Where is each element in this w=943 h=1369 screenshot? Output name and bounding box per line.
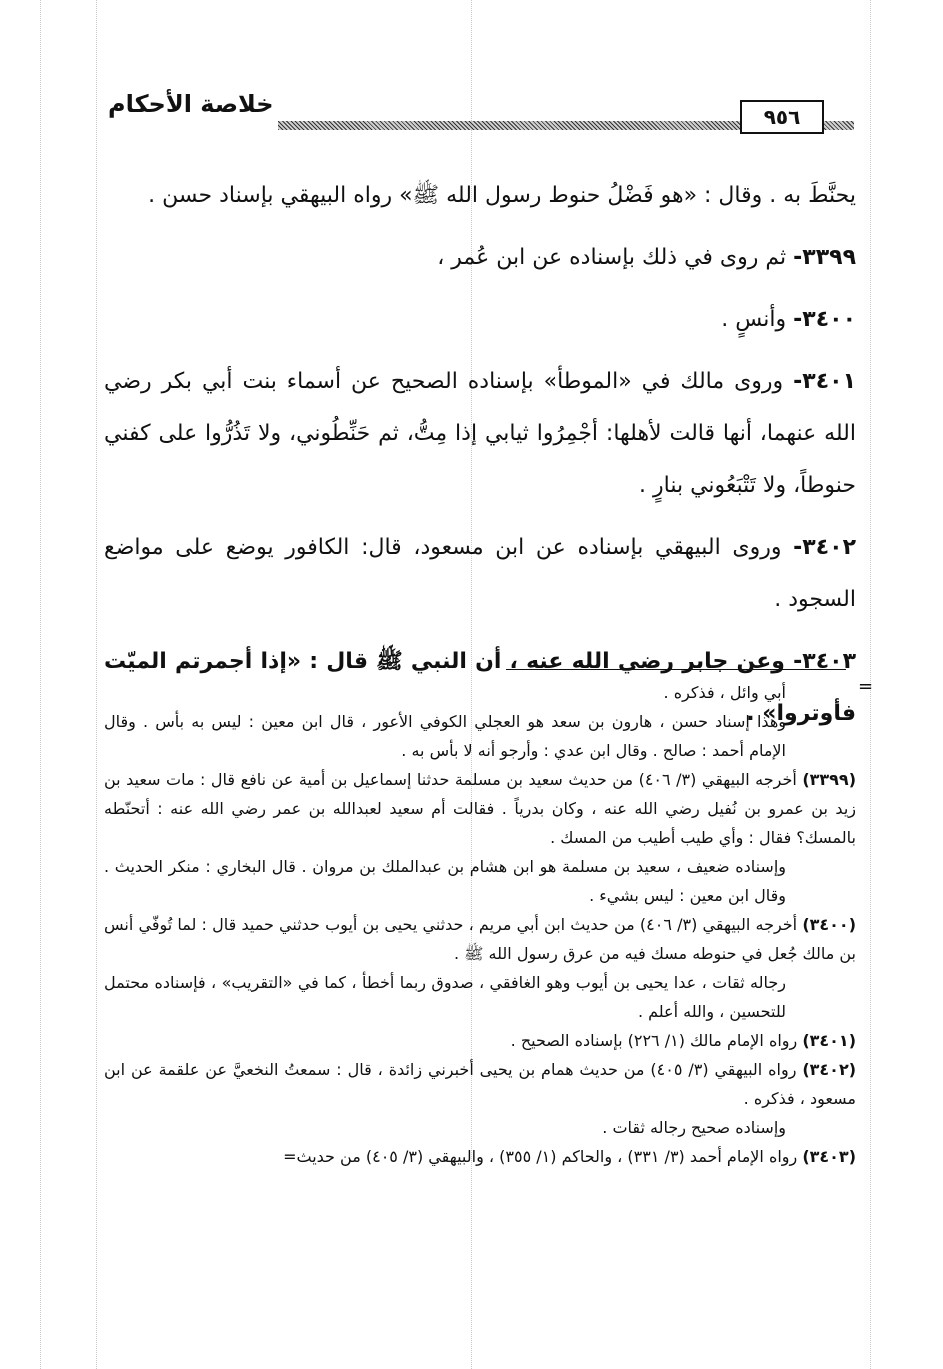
hadith-text: وروى مالك في «الموطأ» بإسناده الصحيح عن أسماء بنت أبي بكر رضي الله عنهما، أنها قالت لأهلها: أجْمِرُوا ثيابي إذا مِتُّ، ثم حَنِّطُوني، ولا تَذُرُّوا على كفني حنوطاً، ولا تَتْبَعُوني بنارٍ .	[104, 369, 856, 498]
continuation-mark: =	[858, 676, 874, 697]
footnote-text: رواه البيهقي (٣/ ٤٠٥) من حديث همام بن يحيى أخبرني زائدة ، قال : سمعتُ النخعيَّ عن علقمة عن ابن مسعود ، فذكره .	[104, 1060, 856, 1108]
footnote-line: أبي وائل ، فذكره .	[663, 683, 786, 702]
page-number: ٩٥٦	[740, 100, 824, 134]
hadith-3400	[104, 294, 856, 346]
hadith-number: ٣٤٠١-	[793, 369, 856, 394]
footnote-text: رواه الإمام مالك (١/ ٢٢٦) بإسناده الصحيح .	[510, 1031, 803, 1050]
hadith-text: وروى البيهقي بإسناده عن ابن مسعود، قال: الكافور يوضع على مواضع السجود .	[104, 535, 856, 612]
footnote-text: أخرجه البيهقي (٣/ ٤٠٦) من حديث ابن أبي مريم ، حدثني يحيى بن أيوب حدثني حميد قال : لما تُوفّي أنس بن مالك جُعل في حنوطه مسك فيه من عرق رسول الله ﷺ .	[104, 915, 856, 963]
footnote-line: وإسناده صحيح رجاله ثقات .	[602, 1118, 786, 1137]
footnote-number: (٣٤٠٢)	[802, 1060, 857, 1079]
hadith-text: وعن جابر رضي الله عنه ، أن النبي ﷺ قال : «إذا أجمرتم الميّت فأوتروا» .	[104, 649, 856, 726]
footnote-number: (٣٤٠٣)	[802, 1147, 856, 1166]
hadith-text: وأنسٍ .	[721, 307, 794, 332]
footnote-text: رواه الإمام أحمد (٣/ ٣٣١) ، والحاكم (١/ ٣٥٥) ، والبيهقي (٣/ ٤٠٥) من حديث=	[283, 1147, 803, 1166]
footnote-line: وهذا إسناد حسن ، هارون بن سعد هو العجلي الكوفي الأعور ، قال ابن معين : ليس به بأس . وقال الإمام أحمد : صالح . وقال ابن عدي : وأرجو أنه لا بأس به .	[104, 712, 786, 760]
footnote-line: وإسناده ضعيف ، سعيد بن مسلمة هو ابن هشام بن عبدالملك بن مروان . قال البخاري : منكر الحديث . وقال ابن معين : ليس بشيء .	[104, 857, 786, 905]
hadith-number: ٣٤٠٠-	[793, 307, 856, 332]
footnote-3400	[104, 910, 856, 968]
footnote-text: أخرجه البيهقي (٣/ ٤٠٦) من حديث سعيد بن مسلمة حدثنا إسماعيل بن أمية عن نافع قال : مات سعيد بن زيد بن عمرو بن نُفيل رضي الله عنه ، وكان بدرياً . فقالت أم سعيد لعبدالله بن عمر رضي الله عنه : أتحنّطه بالمسك؟ فقال : وأي طيب أطيب من المسك .	[104, 770, 856, 847]
footnote-3403	[104, 1142, 856, 1171]
hadith-text: ثم روى في ذلك بإسناده عن ابن عُمر ،	[437, 245, 794, 270]
main-text	[104, 170, 856, 750]
footnote-line: رجاله ثقات ، عدا يحيى بن أيوب وهو الغافقي ، صدوق ربما أخطأ ، كما في «التقريب» ، فإسناده محتمل للتحسين ، والله أعلم .	[104, 973, 786, 1021]
running-title: خلاصة الأحكام	[108, 90, 274, 118]
page-header	[108, 88, 854, 138]
hadith-number: ٣٣٩٩-	[793, 245, 856, 270]
footnote-number: (٣٤٠٠)	[802, 915, 856, 934]
footnote-3402	[104, 1055, 856, 1113]
hadith-3401	[104, 356, 856, 512]
hadith-3402	[104, 522, 856, 626]
margin-guide	[40, 0, 41, 1369]
margin-guide	[96, 0, 97, 1369]
hadith-number: ٣٤٠٣-	[793, 649, 856, 674]
hadith-3399	[104, 232, 856, 284]
footnote-3399	[104, 765, 856, 852]
footnote-number: (٣٤٠١)	[802, 1031, 856, 1050]
footnote-3401	[104, 1026, 856, 1055]
footnote-number: (٣٣٩٩)	[802, 770, 856, 789]
hadith-number: ٣٤٠٢-	[793, 535, 856, 560]
paragraph: يحنَّطَ به . وقال : «هو فَضْلُ حنوط رسول الله ﷺ» رواه البيهقي بإسناد حسن .	[148, 183, 856, 208]
footnote-separator	[506, 669, 846, 670]
footnotes	[104, 678, 856, 1171]
